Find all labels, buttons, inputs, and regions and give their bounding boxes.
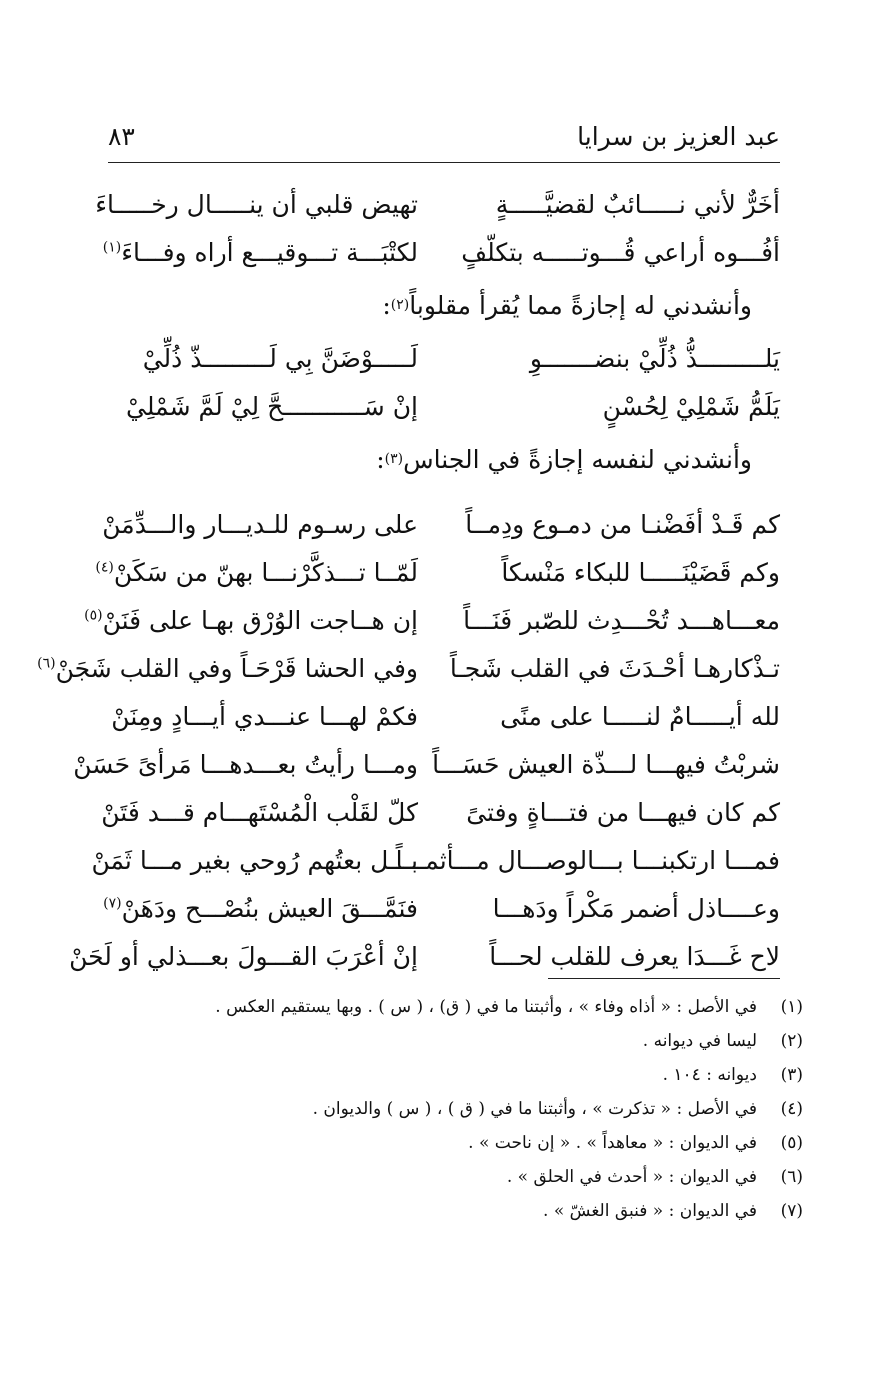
first-hemistich: لله أيـــــامٌ لنـــــا على منًى [500, 701, 780, 731]
footnote-marker: (٦) [37, 655, 56, 672]
footnote-marker: (٣) [384, 451, 404, 467]
hemistich-text: إن هــاجت الوُرْق بهـا على فَنَنْ [102, 605, 418, 635]
hemistich-text: فنَمَّـــقَ العيش بنُصْـــح ودَهَنْ [121, 893, 418, 923]
second-hemistich [103, 893, 418, 923]
footnote-marker: (٢) [390, 297, 410, 313]
hemistich-text: وفي الحشا قَرْحَـاً وفي القلب شَجَنْ [55, 653, 418, 683]
verse-line [108, 382, 780, 430]
footnote-number: (٤) [780, 1099, 803, 1119]
second-hemistich: بـــل بعتُهم رُوحي بغير مـــا ثَمَنْ [91, 845, 418, 875]
first-hemistich: لاح غَـــدَا يعرف للقلب لحـــاً [489, 941, 780, 971]
intro-tail: : [382, 290, 391, 320]
first-hemistich: معـــاهـــد تُحْـــدِث للصّبر فَنَـــاً [463, 605, 780, 635]
intro-line [108, 276, 780, 334]
first-hemistich: أخَرٌّ لأني نـــــائبٌ لقضيَّـــــةٍ [495, 189, 780, 219]
verse-line [108, 692, 780, 740]
footnote-number: (٥) [780, 1133, 803, 1153]
first-hemistich: وكم قَضَيْنَـــــا للبكاء مَنْسكاً [501, 557, 780, 587]
footnote-separator [548, 978, 780, 979]
footnote-text: في الديوان : « فنبق الغشّ » . [543, 1201, 757, 1221]
verse-line [108, 334, 780, 382]
second-hemistich [84, 605, 418, 635]
footnote [103, 1024, 803, 1058]
first-hemistich: وعــــاذل أضمر مَكْراً ودَهـــا [492, 893, 780, 923]
second-hemistich [37, 653, 418, 683]
running-title: عبد العزيز بن سرايا [577, 122, 780, 151]
second-hemistich: كلّ لقَلْب الْمُسْتَهـــام قـــد فَتَنْ [101, 797, 418, 827]
second-hemistich: تهيض قلبي أن ينـــــال رخـــــاءَ [95, 189, 418, 219]
intro-text: وأنشدني له إجازةً مما يُقرأ مقلوباً [409, 290, 752, 320]
footnote-marker: (٧) [103, 895, 122, 912]
second-hemistich: لَـــــوْضَنَّ بِي لَـــــــــذّ ذُلِّيْ [142, 343, 418, 373]
verse-line [91, 836, 780, 884]
second-hemistich: إنْ أعْرَبَ القـــولَ بعـــذلي أو لَحَنْ [69, 941, 418, 971]
hemistich-text: لكتْبَـــة تـــوقيـــع أراه وفـــاءَ [121, 237, 418, 267]
second-hemistich: فكمْ لهـــا عنـــدي أيـــادٍ ومِنَنْ [111, 701, 418, 731]
footnote-text: في الأصل : « تذكرت » ، وأثبتنا ما في ( ق ) ، ( س ) والديوان . [312, 1099, 757, 1119]
page-header [108, 118, 780, 163]
first-hemistich: يَلـــــــــذُّ ذُلِّيْ بنضـــــــوِ [529, 343, 780, 373]
footnote [103, 1194, 803, 1228]
footnote-number: (٦) [780, 1167, 803, 1187]
verse-line [84, 596, 780, 644]
page-number: ٨٣ [108, 122, 135, 151]
hemistich-text: لَمّــا تـــذكَّرْنـــا بهنّ من سَكَنْ [113, 557, 418, 587]
second-hemistich: على رسـوم للـديـــار والـــدِّمَنْ [102, 509, 418, 539]
verse-line [69, 932, 780, 980]
first-hemistich: أفُـــوه أراعي قُـــوتـــــه بتكلّفٍ [461, 237, 780, 267]
first-hemistich: يَلَمُّ شَمْلِيْ لِحُسْنٍ [602, 391, 780, 421]
first-hemistich: كم كان فيهـــا من فتـــاةٍ وفتىً [466, 797, 780, 827]
first-hemistich: تـذْكارهـا أحْـدَثَ في القلب شَجـاً [449, 653, 780, 683]
footnote-text: ديوانه : ١٠٤ . [662, 1065, 757, 1085]
footnote-text: ليسا في ديوانه . [642, 1031, 757, 1051]
first-hemistich: شربْتُ فيهـــا لـــذّة العيش حَسَـــاً [432, 749, 780, 779]
footnote-marker: (٤) [95, 559, 114, 576]
second-hemistich [102, 237, 418, 267]
verse-line [102, 228, 780, 276]
footnote [103, 1160, 803, 1194]
footnote [103, 990, 803, 1024]
intro-tail: : [376, 444, 385, 474]
second-hemistich: ومـــا رأيتُ بعـــدهـــا مَرأىً حَسَنْ [73, 749, 418, 779]
second-hemistich: إنْ سَـــــــــــحَّ لِيْ لَمَّ شَمْلِيْ [126, 391, 418, 421]
verse-line [101, 788, 780, 836]
footnote-marker: (٥) [84, 607, 103, 624]
footnote [103, 1058, 803, 1092]
second-hemistich [95, 557, 418, 587]
verse-line [37, 644, 780, 692]
footnote [103, 1126, 803, 1160]
footnote-number: (٧) [780, 1201, 803, 1221]
footnote-text: في الديوان : « معاهداً » . « إن ناحت » . [468, 1133, 757, 1153]
footnotes [103, 990, 803, 1228]
intro-text: وأنشدني لنفسه إجازةً في الجناس [403, 444, 752, 474]
verse-line [73, 740, 780, 788]
first-hemistich: كم قَـدْ أفَضْنـا من دمـوع ودِمــاً [465, 509, 780, 539]
footnote-number: (٢) [780, 1031, 803, 1051]
footnote-marker: (١) [102, 239, 122, 256]
verse-line [102, 500, 780, 548]
footnote-number: (١) [780, 997, 803, 1017]
verse-line [95, 548, 780, 596]
intro-line [108, 430, 780, 488]
first-hemistich: فمـــا ارتكبنـــا بـــالوصـــال مـــأثمـــاً [395, 845, 780, 875]
footnote [103, 1092, 803, 1126]
verse-line [95, 180, 780, 228]
verse-line [103, 884, 780, 932]
footnote-text: في الديوان : « أحدث في الحلق » . [506, 1167, 757, 1187]
poem-body [37, 180, 780, 980]
footnote-number: (٣) [780, 1065, 803, 1085]
footnote-text: في الأصل : « أذاه وفاء » ، وأثبتنا ما في ( ق) ، ( س ) . وبها يستقيم العكس . [215, 997, 757, 1017]
